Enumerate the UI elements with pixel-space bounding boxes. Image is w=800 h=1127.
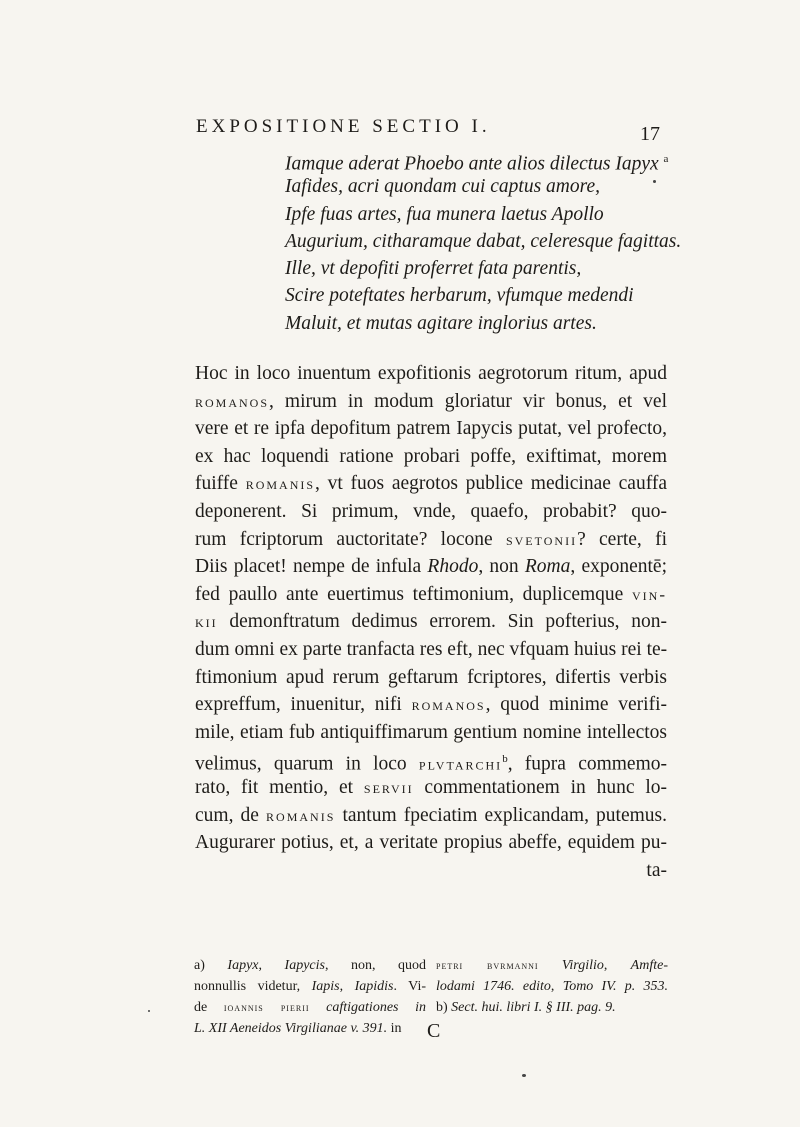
text-line: mile, etiam fub antiquiffimarum gentium nomine intellectos [195, 721, 667, 743]
text-line: rum fcriptorum auctoritate? locone svetonii? certe, fi [195, 528, 667, 550]
running-head: EXPOSITIONE SECTIO I. [196, 116, 491, 137]
text-line: ftimonium apud rerum geftarum fcriptores, difertis verbis [195, 666, 667, 688]
footnote-line: a) Iapyx, Iapycis, non, quod [194, 958, 427, 973]
verse-line: Scire poteftates herbarum, vfumque medendi [285, 285, 634, 307]
text-line: rato, fit mentio, et servii commentationem in hunc lo- [195, 776, 667, 798]
text-line: vere et re ipfa depofitum patrem Iapycis putat, vel profecto, [195, 418, 667, 440]
small-caps-name: romanis [245, 474, 316, 494]
footnote-line: nonnullis videtur, Iapis, Iapidis. Vi- [194, 979, 426, 994]
footnote-column-right [436, 955, 668, 1018]
verse-line: Ille, vt depofiti proferret fata parentis, [285, 258, 582, 280]
footnote-marker: b [502, 753, 508, 766]
footnote-line: de ioannis pierii caftigationes in [194, 1000, 426, 1015]
text-line: expreffum, inuenitur, nifi romanos, quod minime verifi- [195, 694, 667, 716]
text-line: Hoc in loco inuentum expofitionis aegrotorum ritum, apud [195, 363, 667, 384]
footnote-line: petri bvrmanni Virgilio, Amfte- [436, 958, 668, 973]
footnote-line: lodami 1746. edito, Tomo IV. p. 353. [436, 979, 668, 994]
text-line: velimus, quarum in loco plvtarchi$^b$, fupra commemo- [195, 753, 667, 775]
small-caps-name: servii [363, 777, 414, 797]
small-caps-name: vin- [632, 584, 667, 604]
text-line: deponerent. Si primum, vnde, quaefo, probabit? quo- [195, 500, 667, 522]
verse-line: Augurium, citharamque dabat, celeresque fagittas. [285, 230, 682, 252]
text-line: cum, de romanis tantum fpeciatim explicandam, putemus. [195, 804, 667, 826]
verse-quotation [285, 146, 685, 337]
verse-line: Ipfe fuas artes, fua munera laetus Apollo [285, 203, 604, 225]
verse-line: Maluit, et mutas agitare inglorius artes. [285, 312, 597, 334]
paper-speck [522, 1074, 526, 1077]
small-caps-name: kii [195, 612, 218, 632]
verse-line: Iamque aderat Phoebo ante alios dilectus Iapyx $^a$ [285, 153, 669, 175]
text-line: fed paullo ante euertimus teftimonium, duplicemque vin- [195, 583, 667, 605]
signature-mark: C [427, 1020, 441, 1042]
footnote-line: L. XII Aeneidos Virgilianae v. 391. in [194, 1021, 402, 1036]
small-caps-name: romanos [195, 391, 270, 411]
footnote-line: b) Sect. hui. libri I. § III. pag. 9. [436, 1000, 616, 1015]
text-line: Augurarer potius, et, a veritate propius abeffe, equidem pu- [195, 832, 667, 854]
footnote-column-left [194, 955, 426, 1039]
paper-speck [653, 180, 656, 183]
small-caps-name: romanis [266, 805, 336, 825]
main-paragraph [195, 360, 667, 884]
small-caps-name: plvtarchi [418, 754, 503, 774]
text-line: Diis placet! nempe de infula Rhodo, non Roma, exponentē; [195, 556, 667, 578]
paper-speck [148, 1010, 150, 1012]
footnote-marker: a [663, 153, 669, 165]
catchword-line: ta- [646, 859, 667, 881]
text-line: fuiffe romanis, vt fuos aegrotos publice medicinae cauffa [195, 473, 667, 495]
text-line: dum omni ex parte tranfacta res eft, nec vfquam huius rei te- [195, 638, 668, 660]
verse-line: Iafides, acri quondam cui captus amore, [285, 176, 601, 198]
page-number: 17 [640, 123, 660, 145]
text-line: romanos, mirum in modum gloriatur vir bonus, et vel [195, 390, 667, 412]
text-line: kii demonftratum dedimus errorem. Sin pofterius, non- [195, 611, 667, 633]
small-caps-name: svetonii [505, 529, 578, 549]
small-caps-name: romanos [411, 695, 486, 715]
text-line: ex hac loquendi ratione probari poffe, exiftimat, morem [195, 445, 667, 467]
